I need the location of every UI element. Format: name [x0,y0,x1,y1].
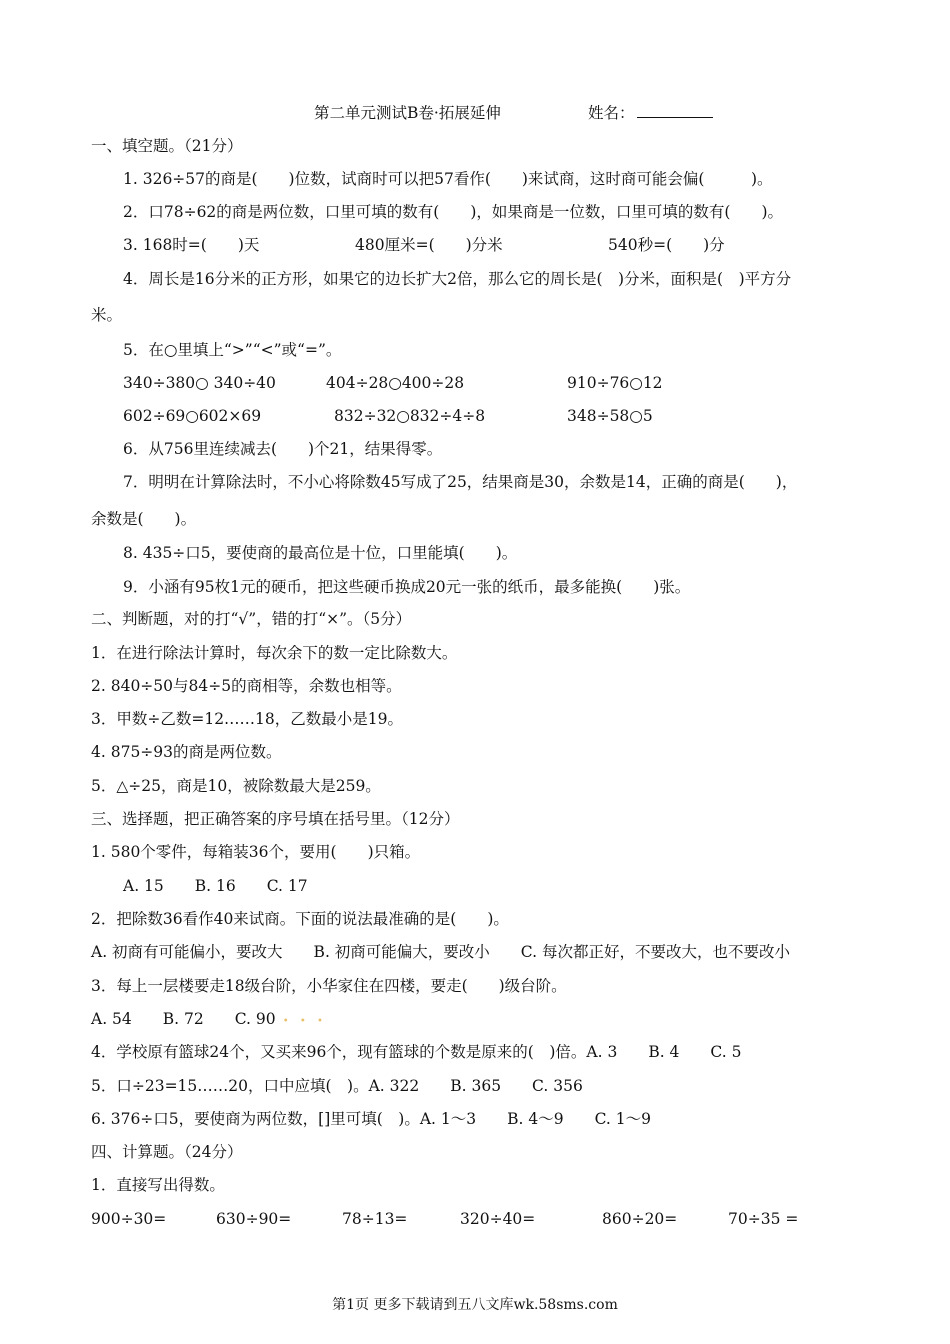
section-1-heading: 一、填空题。（21分） [91,137,243,155]
name-field [588,103,713,123]
s4-question-1: 1．直接写出得数。 [91,1176,225,1194]
worksheet-title: 第二单元测试B卷·拓展延伸 [314,104,501,122]
s1-question-5: 5．在○里填上“>”“<”或“=”。 [123,341,342,359]
s1-question-7b: 余数是( )。 [91,510,197,528]
calc-item: 630÷90= [216,1210,292,1228]
calc-item: 70÷35 = [728,1210,799,1228]
s1-q5-row2-c: 348÷58○5 [567,407,653,425]
s2-question-3: 3．甲数÷乙数=12……18，乙数最小是19。 [91,710,404,728]
section-2-heading: 二、判断题，对的打“√”，错的打“×”。（5分） [91,610,412,628]
s3-question-6: 6. 376÷口5，要使商为两位数，[]里可填( )。A. 1～3 B. 4～9 C. 1～9 [91,1110,651,1128]
s1-question-4a: 4．周长是16分米的正方形，如果它的边长扩大2倍，那么它的周长是( )分米，面积是( )平方分 [123,270,792,288]
s1-q5-row1-c: 910÷76○12 [567,374,663,392]
s3-question-2: 2．把除数36看作40来试商。下面的说法最准确的是( )。 [91,910,509,928]
s1-question-6: 6．从756里连续减去( )个21，结果得零。 [123,440,443,458]
s1-question-3a: 3. 168时=( )天 [123,236,260,254]
s2-question-5: 5．△÷25，商是10，被除数最大是259。 [91,777,381,795]
s3-question-2-options: A. 初商有可能偏小，要改大 B. 初商可能偏大，要改小 C. 每次都正好，不要改大，也不要改小 [91,943,790,961]
s3-question-5: 5．口÷23=15……20，口中应填( )。A. 322 B. 365 C. 356 [91,1077,583,1095]
s1-q5-row1-a: 340÷380○ 340÷40 [123,374,276,392]
calc-item: 320÷40= [460,1210,536,1228]
calc-item: 900÷30= [91,1210,167,1228]
s1-q5-row2-b: 832÷32○832÷4÷8 [334,407,486,425]
s1-question-7a: 7．明明在计算除法时，不小心将除数45写成了25，结果商是30，余数是14，正确的商是( )， [123,473,798,491]
s1-q5-row1-b: 404÷28○400÷28 [326,374,465,392]
page-footer: 第1页 更多下载请到五八文库wk.58sms.com [332,1297,618,1313]
section-4-heading: 四、计算题。（24分） [91,1143,243,1161]
s2-question-1: 1．在进行除法计算时，每次余下的数一定比除数大。 [91,644,458,662]
s1-question-2: 2．口78÷62的商是两位数，口里可填的数有( )，如果商是一位数，口里可填的数有( )。 [123,203,783,221]
s1-question-3c: 540秒=( )分 [608,236,725,254]
calc-item: 78÷13= [342,1210,408,1228]
s1-question-8: 8. 435÷口5，要使商的最高位是十位，口里能填( )。 [123,544,518,562]
s1-question-1: 1. 326÷57的商是( )位数，试商时可以把57看作( )来试商，这时商可能会偏( )。 [123,170,773,188]
decorative-dots: • • • [275,1016,327,1027]
name-blank [637,103,713,118]
s3-question-3: 3．每上一层楼要走18级台阶，小华家住在四楼，要走( )级台阶。 [91,977,567,995]
s3-question-4: 4．学校原有篮球24个，又买来96个，现有篮球的个数是原来的( )倍。A. 3 B. 4 C. 5 [91,1043,742,1061]
calc-item: 860÷20= [602,1210,678,1228]
s2-question-2: 2. 840÷50与84÷5的商相等，余数也相等。 [91,677,402,695]
s1-question-9: 9．小涵有95枚1元的硬币，把这些硬币换成20元一张的纸币，最多能换( )张。 [123,578,691,596]
s1-question-4b: 米。 [91,306,123,324]
s3-question-3-options [91,1009,327,1032]
name-label: 姓名： [588,104,635,122]
s2-question-4: 4. 875÷93的商是两位数。 [91,743,282,761]
s1-q5-row2-a: 602÷69○602×69 [123,407,262,425]
s3-question-3-options-text: A. 54 B. 72 C. 90 [91,1010,276,1028]
s3-question-1: 1. 580个零件，每箱装36个，要用( )只箱。 [91,843,421,861]
s1-question-3b: 480厘米=( )分米 [355,236,503,254]
s3-question-1-options: A. 15 B. 16 C. 17 [123,877,308,895]
section-3-heading: 三、选择题，把正确答案的序号填在括号里。（12分） [91,810,460,828]
